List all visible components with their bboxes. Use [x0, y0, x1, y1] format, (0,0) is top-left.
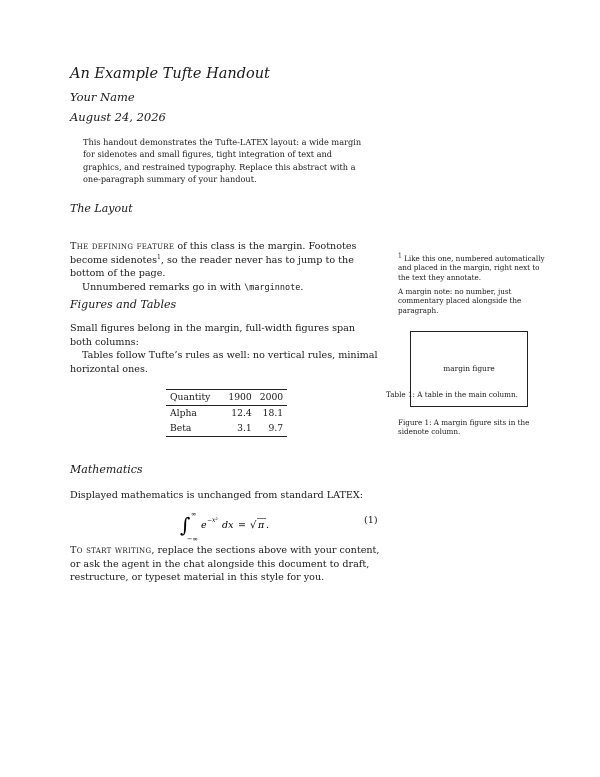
- math-lead: To start writing: [70, 545, 152, 556]
- section-heading-math: Mathematics: [70, 463, 143, 476]
- layout-paragraph: [70, 240, 380, 295]
- integral-sign: ∫: [180, 513, 191, 537]
- sidenote-ref-1[interactable]: 1: [157, 253, 161, 261]
- sidenote-1: [398, 254, 548, 282]
- math-text-c: , replace the sections above with your content, or ask the agent in the chat alongside this document to draft, restructure, or typeset material in this style for you.: [70, 545, 380, 583]
- layout-paragraph-2: [70, 281, 380, 296]
- math-paragraph-2: [70, 544, 380, 585]
- exponent: −x²: [207, 517, 218, 524]
- dx: dx: [222, 520, 234, 531]
- data-table: [166, 389, 287, 437]
- table-row: [166, 421, 287, 437]
- lower-limit: −∞: [187, 535, 198, 542]
- layout-text-c: Unnumbered remarks go in with: [82, 281, 245, 293]
- document-date: August 24, 2026: [70, 110, 166, 124]
- document-title: An Example Tufte Handout: [70, 66, 270, 82]
- table-row: [166, 406, 287, 422]
- integrand: e: [201, 520, 207, 531]
- margin-figure-label: margin figure: [443, 364, 495, 373]
- pi: π: [258, 520, 265, 531]
- layout-text-b: , so the reader never has to jump to the bottom of the page.: [70, 254, 354, 279]
- math-text-b: :: [359, 490, 363, 501]
- table-cell: Alpha: [170, 408, 197, 419]
- abstract: This handout demonstrates the Tufte-LATEX layout: a wide margin for sidenotes and small figures, tight integration of text and graphics, and restrained typography. Replace this abstract with a one-paragraph summary of your handout.: [83, 137, 362, 184]
- document-author: Your Name: [70, 90, 135, 104]
- section-heading-figures: Figures and Tables: [70, 298, 177, 311]
- layout-text-a: of this class is the margin. Footnotes become sidenotes: [70, 241, 357, 266]
- margin-note-text: A margin note: no number, just commentary placed alongside the paragraph.: [398, 287, 522, 315]
- figure-caption: Figure 1: A margin figure sits in the sidenote column.: [398, 418, 530, 437]
- table-cell: 18.1: [262, 408, 284, 419]
- section-heading-layout: The Layout: [70, 202, 133, 215]
- table-cell: Beta: [170, 423, 192, 434]
- table-header: Quantity: [170, 392, 211, 403]
- table-caption: Table 1: A table in the main column.: [386, 390, 518, 399]
- table-cell: 3.1: [237, 423, 252, 434]
- layout-text-d: .: [300, 281, 304, 293]
- math-paragraph-1: [70, 489, 380, 503]
- figures-paragraph-1: Small figures belong in the margin, full-width figures span both columns:: [70, 323, 356, 348]
- sidenote-mark: 1: [398, 252, 402, 260]
- table-header: 2000: [259, 392, 284, 403]
- equals: =: [238, 520, 246, 531]
- margin-note: [398, 287, 548, 315]
- equation-number: (1): [364, 515, 378, 526]
- layout-lead: The defining feature: [70, 241, 175, 252]
- figures-paragraph: [70, 322, 380, 376]
- upper-limit: ∞: [191, 510, 197, 518]
- integral-equation: [180, 508, 290, 542]
- sidenote-1-text: Like this one, numbered automatically and placed in the margin, right next to the text they annotate.: [398, 254, 545, 282]
- latex-logo: LATEX: [326, 490, 360, 501]
- table-header: 1900: [228, 392, 252, 403]
- table-cell: 12.4: [231, 408, 252, 419]
- table-cell: 9.7: [268, 423, 284, 434]
- marginnote-code: \marginnote: [244, 282, 301, 293]
- math-text-a: Displayed mathematics is unchanged from standard: [70, 490, 327, 501]
- figures-paragraph-2: Tables follow Tufte’s rules as well: no vertical rules, minimal horizontal ones.: [70, 350, 378, 375]
- layout-paragraph-1: [70, 240, 380, 281]
- period: .: [266, 520, 270, 531]
- table-header-row: [166, 390, 287, 406]
- sqrt-sign: √: [250, 520, 257, 531]
